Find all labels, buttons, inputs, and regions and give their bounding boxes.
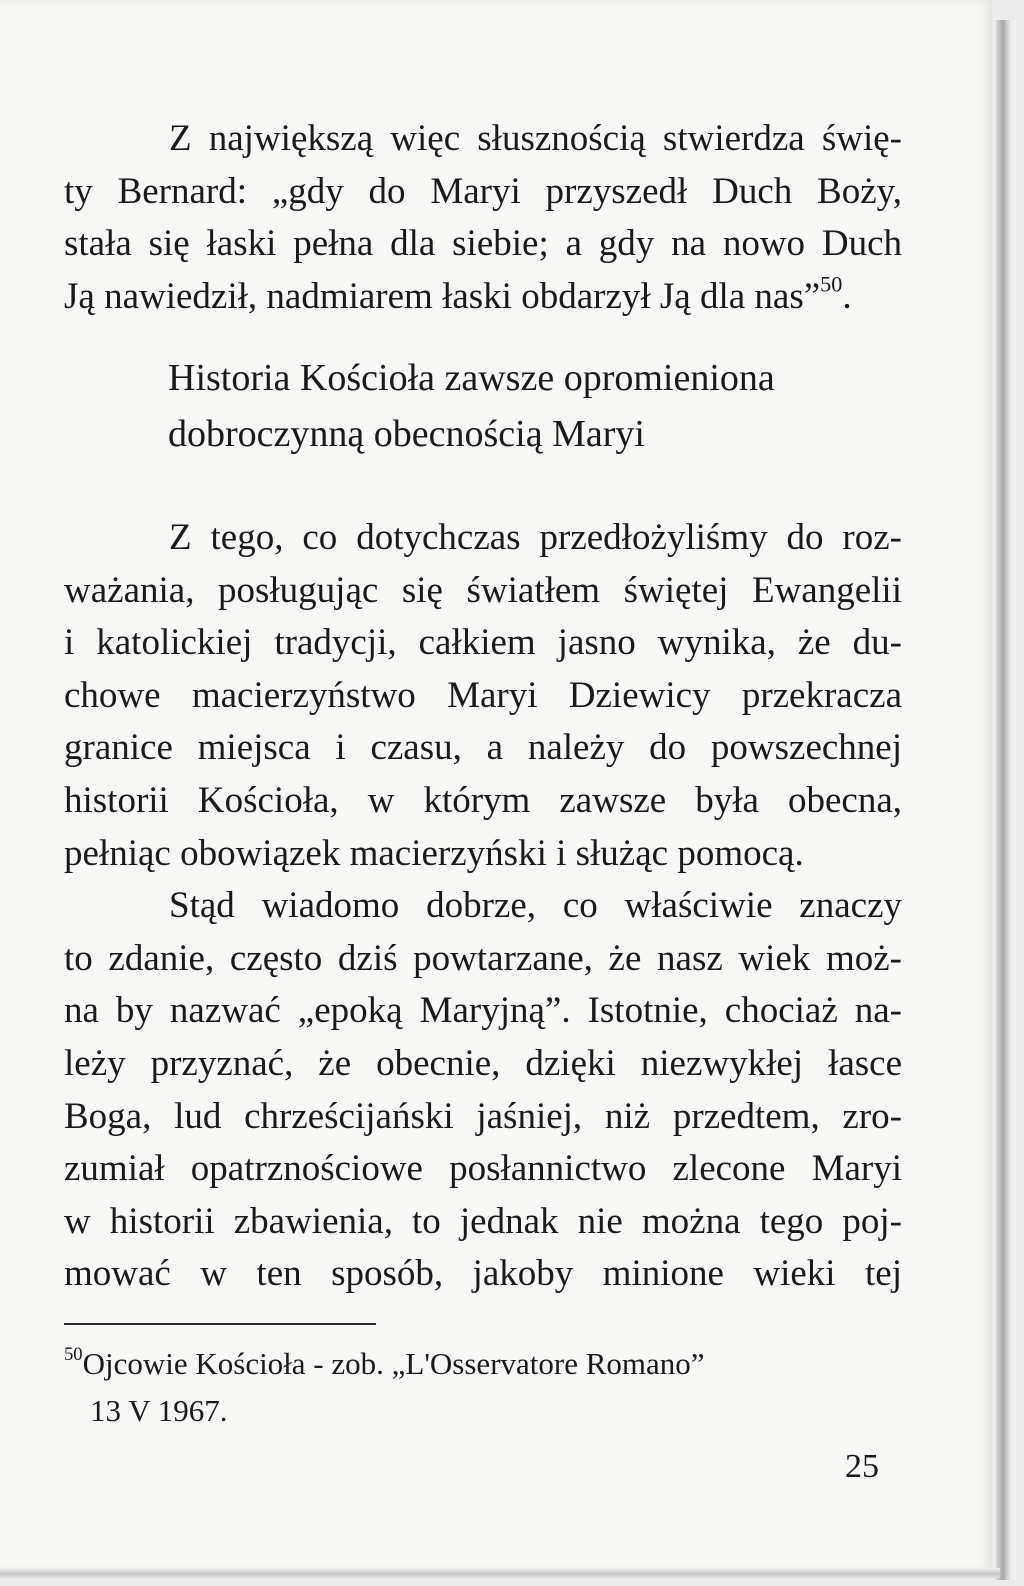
text-line: mować w ten sposób, jakoby minione wieki tej: [64, 1253, 902, 1295]
text-line: pełniąc obowiązek macierzyński i służąc pomocą.: [64, 832, 804, 874]
paragraph-2-and-3: [64, 512, 902, 1301]
page-number: 25: [845, 1448, 879, 1485]
text-line: chowe macierzyństwo Maryi Dziewicy przekracza: [64, 674, 902, 716]
footnote-divider: [64, 1323, 376, 1325]
footnote-line-1: [64, 1340, 884, 1387]
text-line: to zdanie, często dziś powtarzane, że nasz wiek moż-: [64, 937, 902, 979]
text-line: historii Kościoła, w którym zawsze była obecna,: [64, 779, 902, 821]
text-line: i katolickiej tradycji, całkiem jasno wynika, że du-: [64, 622, 902, 664]
page-bottom-edge: [0, 1568, 1000, 1578]
footnote: [64, 1340, 884, 1434]
paragraph-1: [64, 113, 902, 323]
text-line: stała się łaski pełna dla siebie; a gdy na nowo Duch: [64, 223, 902, 265]
text-line: Z tego, co dotychczas przedłożyliśmy do roz-: [169, 517, 902, 558]
text-line: Stąd wiadomo dobrze, co właściwie znaczy: [169, 885, 902, 927]
text-line: zumiał opatrznościowe posłannictwo zlecone Maryi: [64, 1148, 902, 1190]
text-line: Boga, lud chrześcijański jaśniej, niż przedtem, zro-: [64, 1095, 902, 1137]
text-line: w historii zbawienia, to jednak nie można tego poj-: [64, 1200, 902, 1242]
footnote-number: 50: [64, 1344, 83, 1366]
text-line-content: Ją nawiedził, nadmiarem łaski obdarzył Ją dla nas”: [64, 275, 821, 317]
text-line: ważania, posługując się światłem świętej Ewangelii: [64, 569, 902, 611]
heading-line: dobroczynną obecnością Maryi: [168, 413, 645, 455]
footnote-text: Ojcowie Kościoła - zob. „L'Osservatore Romano”: [82, 1346, 705, 1381]
text-line: Z największą więc słusznością stwierdza świę-: [169, 118, 902, 159]
page-edge-shadow: [996, 20, 1016, 1580]
footnote-line-2: 13 V 1967.: [90, 1393, 228, 1428]
section-heading: [168, 350, 888, 462]
footnote-reference: 50: [820, 271, 843, 297]
text-line: na by nazwać „epoką Maryjną”. Istotnie, chociaż na-: [64, 990, 902, 1032]
heading-line: Historia Kościoła zawsze opromieniona: [168, 357, 775, 399]
text-line-last: [64, 271, 902, 324]
sentence-end: .: [842, 275, 852, 317]
text-line: leży przyznać, że obecnie, dzięki niezwykłej łasce: [64, 1042, 902, 1084]
text-line: ty Bernard: „gdy do Maryi przyszedł Duch Boży,: [64, 170, 902, 212]
text-line: granice miejsca i czasu, a należy do powszechnej: [64, 727, 902, 769]
